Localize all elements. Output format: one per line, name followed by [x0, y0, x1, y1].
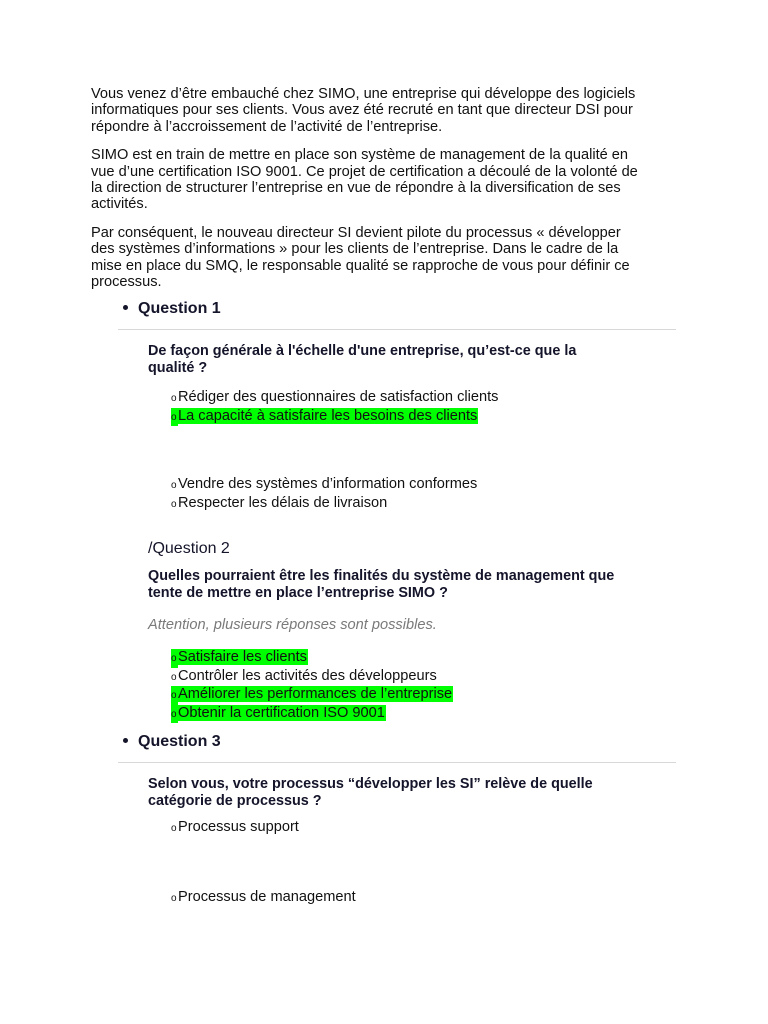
question-1-body	[148, 343, 676, 513]
intro-paragraph-3	[91, 225, 676, 291]
highlighted-answer	[171, 705, 386, 721]
question-text	[148, 568, 676, 602]
text-line: Selon vous, votre processus “développer les SI” relève de quelle	[148, 776, 593, 793]
question-heading-text: /Question 2	[148, 540, 230, 558]
document-page	[91, 86, 676, 907]
option-label: Contrôler les activités des développeurs	[178, 667, 437, 684]
radio-icon[interactable]: o	[171, 498, 177, 510]
option-label: Améliorer les performances de l’entreprise	[178, 686, 453, 703]
text-line: SIMO est en train de mettre en place son système de management de la qualité en	[91, 147, 629, 164]
option-label: Satisfaire les clients	[178, 649, 307, 666]
options-list	[171, 389, 676, 513]
option-q1-4[interactable]	[171, 495, 676, 514]
text-line: De façon générale à l'échelle d'une entreprise, qu’est-ce que la	[148, 343, 577, 360]
radio-icon[interactable]: o	[171, 409, 178, 427]
text-line: informatiques pour ses clients. Vous avez été recruté en tant que directeur DSI pour	[91, 102, 633, 119]
text-line: Vous venez d’être embauché chez SIMO, une entreprise qui développe des logiciels	[91, 86, 636, 102]
option-label: Obtenir la certification ISO 9001	[178, 704, 385, 721]
question-text	[148, 776, 676, 810]
option-label: Processus de management	[178, 888, 356, 905]
question-1	[138, 300, 676, 318]
option-label: Vendre des systèmes d’information conformes	[178, 476, 478, 493]
option-q1-2[interactable]	[171, 408, 676, 427]
text-line: catégorie de processus ?	[148, 793, 322, 810]
intro-paragraph-2	[91, 147, 676, 213]
text-line: mise en place du SMQ, le responsable qualité se rapproche de vous pour définir ce	[91, 257, 630, 274]
option-q2-4[interactable]	[171, 705, 676, 724]
bullet-icon	[123, 305, 128, 310]
hint-text: Attention, plusieurs réponses sont possibles.	[148, 617, 437, 634]
separator-line	[118, 329, 676, 330]
question-heading-text: Question 1	[138, 300, 221, 318]
text-line: vue d’une certification ISO 9001. Ce projet de certification a découlé de la volonté de	[91, 163, 638, 180]
radio-icon[interactable]: o	[171, 892, 177, 904]
radio-icon[interactable]: o	[171, 706, 178, 724]
question-heading	[138, 300, 676, 318]
question-3-body	[148, 776, 676, 907]
text-line: tente de mettre en place l’entreprise SIMO ?	[148, 585, 448, 602]
option-label: Respecter les délais de livraison	[178, 494, 388, 511]
option-q2-2[interactable]	[171, 668, 676, 687]
highlighted-answer	[171, 408, 478, 424]
radio-icon[interactable]: o	[171, 823, 177, 835]
question-2	[148, 540, 676, 723]
question-heading	[148, 540, 676, 558]
option-q1-1[interactable]	[171, 389, 676, 408]
radio-icon[interactable]: o	[171, 687, 178, 705]
text-line: Quelles pourraient être les finalités du système de management que	[148, 568, 615, 585]
text-line: qualité ?	[148, 360, 208, 377]
options-list	[171, 819, 676, 907]
highlighted-answer	[171, 686, 453, 702]
option-label: Processus support	[178, 819, 299, 836]
option-q3-1[interactable]	[171, 819, 676, 838]
text-line: processus.	[91, 274, 162, 291]
question-heading-text: Question 3	[138, 733, 221, 751]
radio-icon[interactable]: o	[171, 393, 177, 405]
option-q1-3[interactable]	[171, 476, 676, 495]
option-label: La capacité à satisfaire les besoins des clients	[178, 407, 478, 424]
text-line: la direction de structurer l’entreprise en vue de répondre à la diversification de ses	[91, 180, 621, 197]
separator-line	[118, 762, 676, 763]
option-q2-3[interactable]	[171, 686, 676, 705]
highlighted-answer	[171, 649, 308, 665]
option-q3-2[interactable]	[171, 889, 676, 908]
text-line: des systèmes d’informations » pour les clients de l’entreprise. Dans le cadre de la	[91, 241, 619, 258]
text-line: Par conséquent, le nouveau directeur SI devient pilote du processus « développer	[91, 224, 621, 241]
question-3	[138, 733, 676, 751]
radio-icon[interactable]: o	[171, 650, 178, 668]
options-list	[171, 649, 676, 723]
question-text	[148, 343, 676, 377]
text-line: répondre à l’accroissement de l’activité de l’entreprise.	[91, 118, 443, 135]
text-line: activités.	[91, 196, 148, 213]
option-label: Rédiger des questionnaires de satisfaction clients	[178, 389, 499, 406]
option-q2-1[interactable]	[171, 649, 676, 668]
question-heading	[138, 733, 676, 751]
radio-icon[interactable]: o	[171, 480, 177, 492]
radio-icon[interactable]: o	[171, 671, 177, 683]
intro-paragraph-1	[91, 86, 676, 135]
bullet-icon	[123, 738, 128, 743]
